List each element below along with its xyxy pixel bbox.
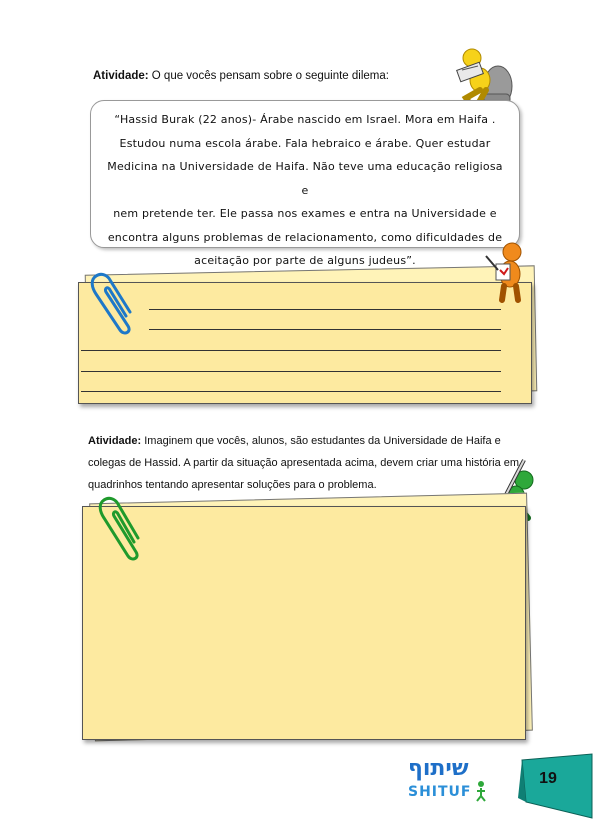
activity1-question: O que vocês pensam sobre o seguinte dilema: xyxy=(148,70,389,82)
answer-line xyxy=(81,391,501,392)
activity2-instructions: Imaginem que vocês, alunos, são estudantes da Universidade de Haifa e colegas de Hassid. A partir da situação apresentada acima, devem criar uma história em quadrinhos tentando apresentar soluções para o problema. xyxy=(88,435,520,491)
quote-line: Medicina na Universidade de Haifa. Não teve uma educação religiosa e xyxy=(107,160,503,197)
answer-line xyxy=(149,329,501,330)
activity1-heading xyxy=(93,70,389,82)
quote-line: encontra alguns problemas de relacionamento, como dificuldades de xyxy=(107,230,503,244)
logo-figure-icon xyxy=(474,780,488,802)
answer-note xyxy=(78,282,532,404)
logo-latin: SHITUF xyxy=(408,784,472,800)
shituf-logo xyxy=(404,756,494,806)
answer-line xyxy=(81,350,501,351)
writing-figure-icon xyxy=(482,240,528,304)
paper-clip-icon xyxy=(94,492,144,564)
logo-hebrew: שיתוף xyxy=(408,756,469,781)
quote-line: “Hassid Burak (22 anos)- Árabe nascido em Israel. Mora em Haifa . xyxy=(114,113,496,126)
quote-line: nem pretende ter. Ele passa nos exames e entra na Universidade e xyxy=(113,207,497,220)
activity2-label: Atividade: xyxy=(88,435,142,447)
quote-line: aceitação por parte de alguns judeus”. xyxy=(194,254,416,267)
answer-line xyxy=(81,371,501,372)
quote-line: Estudou numa escola árabe. Fala hebraico e árabe. Quer estudar xyxy=(119,136,491,150)
quote-text xyxy=(104,108,506,273)
activity2-text xyxy=(88,430,528,496)
page-number: 19 xyxy=(539,770,557,787)
answer-line xyxy=(149,309,501,310)
activity1-label: Atividade: xyxy=(93,70,149,82)
paper-clip-icon xyxy=(86,268,136,338)
drawing-area xyxy=(82,506,526,740)
